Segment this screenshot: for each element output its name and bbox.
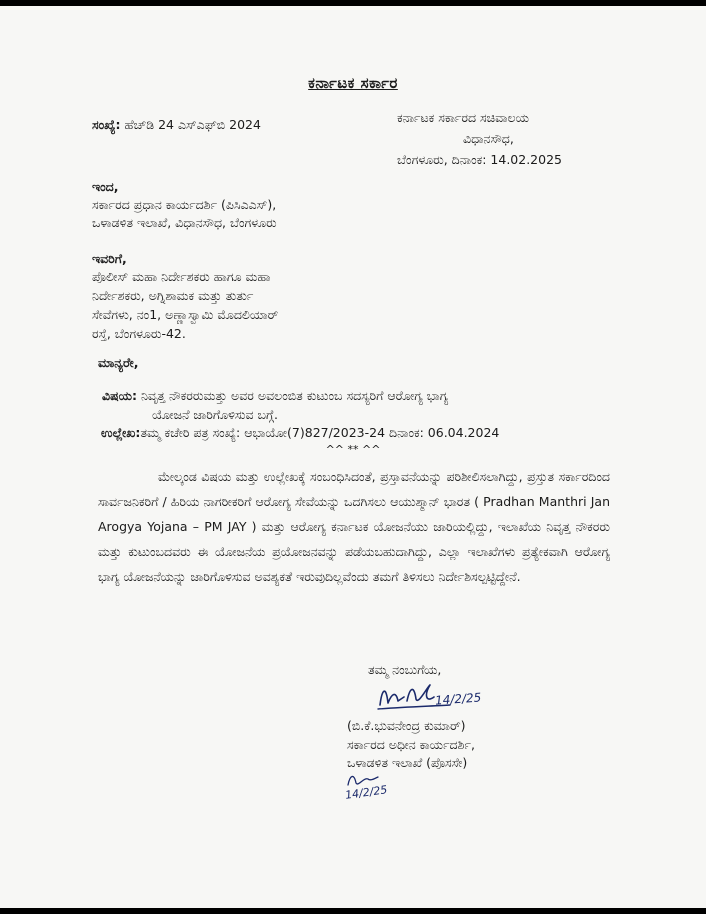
reference-line-label: ಉಲ್ಲೇಖ:	[101, 425, 141, 440]
reference-line	[101, 424, 499, 442]
reference-number-value: ಹೆಚ್‌ಡಿ 24 ಎಸ್‌ಎಫ್‌ಬಿ 2024	[124, 117, 261, 132]
from-line-1: ಸರ್ಕಾರದ ಪ್ರಧಾನ ಕಾರ್ಯದರ್ಶಿ (ಪಿಸಿಎಎಸ್),	[92, 197, 277, 212]
reference-number	[92, 116, 261, 134]
address-line-3-date: ಬೆಂಗಳೂರು, ದಿನಾಂಕ: 14.02.2025	[397, 152, 562, 167]
body-text: ಮೇಲ್ಕಂಡ ವಿಷಯ ಮತ್ತು ಉಲ್ಲೇಖಕ್ಕೆ ಸಂಬಂಧಿಸಿದಂತೆ, ಪ್ರಸ್ತಾವನೆಯನ್ನು ಪರಿಶೀಲಿಸಲಾಗಿದ್ದು, ಪ್ರಸ್ತುತ ಸರ್ಕಾರದಿಂದ ಸಾರ್ವಜನಿಕರಿಗೆ / ಹಿರಿಯ ನಾಗರೀಕರಿಗೆ ಆರೋಗ್ಯ ಸೇವೆಯನ್ನು ಒದಗಿಸಲು ಆಯುಶ್ಮಾನ್ ಭಾರತ ( Pradhan Manthri Jan Arogya Yojana – PM JAY ) ಮತ್ತು ಆರೋಗ್ಯ ಕರ್ನಾಟಕ ಯೋಜನೆಯು ಜಾರಿಯಲ್ಲಿದ್ದು, ಇಲಾಖೆಯ ನಿವೃತ್ತ ನೌಕರರು ಮತ್ತು ಕುಟುಂಬದವರು ಈ ಯೋಜನೆಯ ಪ್ರಯೋಜನವನ್ನು ಪಡೆಯಬಹುದಾಗಿದ್ದು, ಎಲ್ಲಾ ಇಲಾಖೆಗಳು ಪ್ರತ್ಯೇಕವಾಗಿ ಆರೋಗ್ಯ ಭಾಗ್ಯ ಯೋಜನೆಯನ್ನು ಜಾರಿಗೊಳಿಸುವ ಅವಶ್ಯಕತೆ ಇರುವುದಿಲ್ಲವೆಂದು ತಮಗೆ ತಿಳಿಸಲು ನಿರ್ದೇಶಿಸಲ್ಪಟ್ಟಿದ್ದೇನೆ.	[98, 469, 610, 584]
address-line-2: ವಿಧಾನಸೌಧ,	[463, 131, 514, 146]
signatory-department: ಒಳಾಡಳಿತ ಇಲಾಖೆ (ಪೊಸಸೇ)	[347, 755, 468, 770]
from-label: ಇಂದ,	[92, 179, 119, 194]
closing: ತಮ್ಮ ನಂಬುಗೆಯ,	[368, 662, 442, 677]
signatory-name: (ಬಿ.ಕೆ.ಭುವನೇಂದ್ರ ಕುಮಾರ್)	[347, 718, 466, 733]
initial-date: 14/2/25	[344, 783, 389, 802]
signature-date: 14/2/25	[434, 690, 482, 708]
separator: ^^ ** ^^	[325, 443, 381, 456]
page-title: ಕರ್ನಾಟಕ ಸರ್ಕಾರ	[308, 74, 398, 92]
salutation: ಮಾನ್ಯರೇ,	[98, 355, 139, 370]
signatory-designation: ಸರ್ಕಾರದ ಅಧೀನ ಕಾರ್ಯದರ್ಶಿ,	[347, 737, 475, 752]
reference-number-label: ಸಂಖ್ಯೆ:	[92, 117, 121, 132]
to-label: ಇವರಿಗೆ,	[92, 251, 127, 266]
to-line-1: ಪೊಲೀಸ್ ಮಹಾ ನಿರ್ದೇಶಕರು ಹಾಗೂ ಮಹಾ	[92, 269, 271, 284]
subject-line-1	[102, 387, 448, 405]
body-paragraph	[98, 464, 610, 589]
address-line-1: ಕರ್ನಾಟಕ ಸರ್ಕಾರದ ಸಚಿವಾಲಯ	[397, 110, 529, 125]
from-line-2: ಒಳಾಡಳಿತ ಇಲಾಖೆ, ವಿಧಾನಸೌಧ, ಬೆಂಗಳೂರು	[92, 215, 277, 230]
subject-line-2: ಯೋಜನೆ ಜಾರಿಗೊಳಿಸುವ ಬಗ್ಗೆ.	[152, 407, 278, 422]
to-line-4: ರಸ್ತೆ, ಬೆಂಗಳೂರು-42.	[92, 326, 186, 341]
to-line-2: ನಿರ್ದೇಶಕರು, ಅಗ್ನಿಶಾಮಕ ಮತ್ತು ತುರ್ತು	[92, 288, 254, 303]
subject-label: ವಿಷಯ:	[102, 388, 137, 403]
letter-page	[0, 6, 706, 908]
subject-text: ನಿವೃತ್ತ ನೌಕರರುಮತ್ತು ಅವರ ಅವಲಂಬಿತ ಕುಟುಂಬ ಸದಸ್ಯರಿಗೆ ಆರೋಗ್ಯ ಭಾಗ್ಯ	[140, 388, 449, 403]
to-line-3: ಸೇವೆಗಳು, ನಂ1, ಅಣ್ಣಾಸ್ವಾಮಿ ಮೊದಲಿಯಾರ್	[92, 307, 279, 322]
reference-line-value: ತಮ್ಮ ಕಚೇರಿ ಪತ್ರ ಸಂಖ್ಯೆ: ಆಭಾಯೋ(7)827/2023-24 ದಿನಾಂಕ: 06.04.2024	[140, 425, 500, 440]
